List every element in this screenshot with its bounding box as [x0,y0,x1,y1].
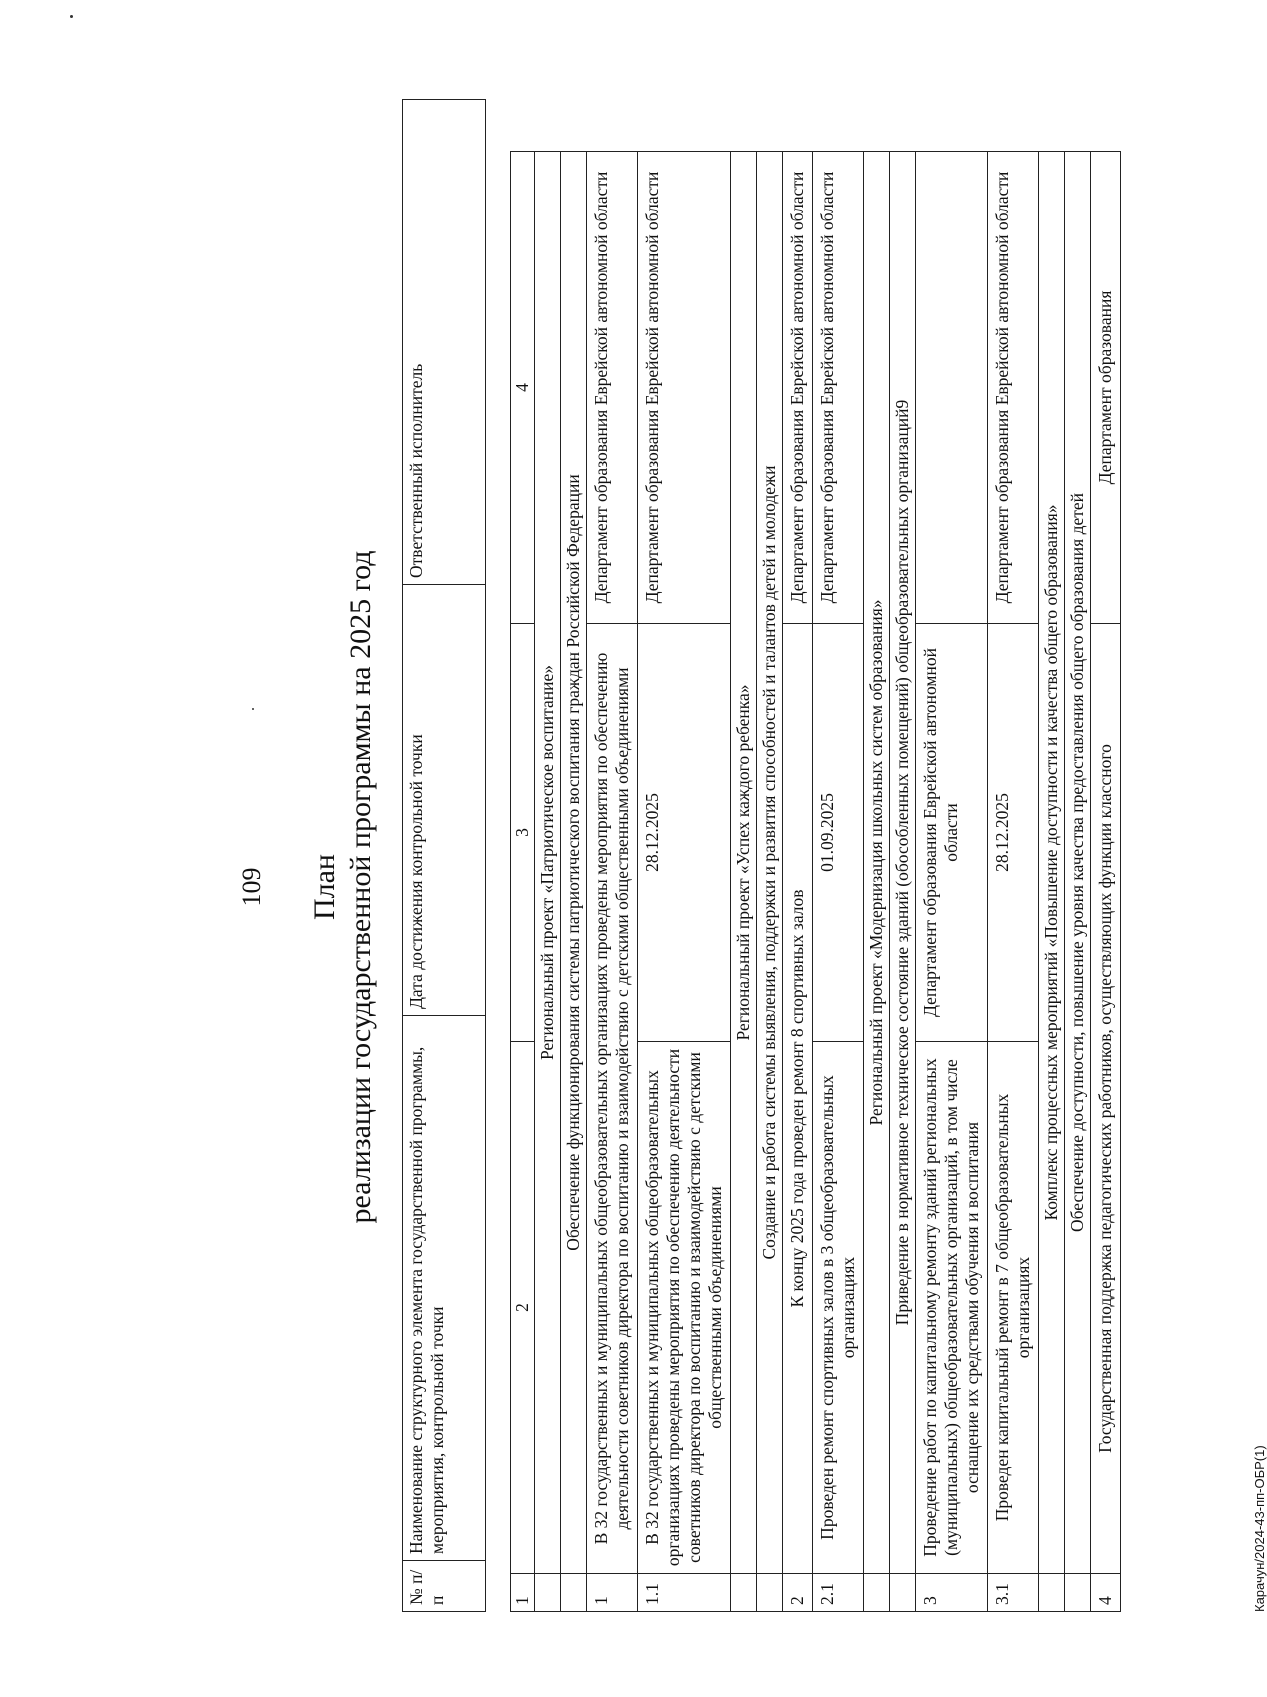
section-spacer [1065,1574,1091,1612]
row-name: В 32 государственных и муниципальных общеобразовательных организациях проведены мероприятия по обеспечению деятельности советников директора по воспитанию и взаимодействию с детскими общественными объединениями [638,1042,731,1574]
row-number: 3.1 [988,1574,1039,1612]
table-row [1091,152,1121,1612]
row-name: Проведен ремонт спортивных залов в 3 общеобразовательных организациях [813,1042,864,1574]
title-line-2: реализации государственной программы на 2025 год [344,550,377,1224]
row-executor: Департамент образования Еврейской автономной области [813,152,864,624]
section-title: Региональный проект «Успех каждого ребенка» [731,152,757,1574]
table-row [587,152,638,1612]
header-name: Наименование структурного элемента государственной программы, мероприятия, контрольной точки [403,1016,486,1561]
rotated-page [232,42,1267,1612]
section-spacer [890,1574,916,1612]
table-body [511,152,1121,1612]
section-title: Региональный проект «Патриотическое воспитание» [535,152,561,1574]
section-spacer [561,1574,587,1612]
header-num: № п/п [403,1561,486,1612]
section-spacer [1039,1574,1065,1612]
section-title: Обеспечение функционирования системы патриотического воспитания граждан Российской Федерации [561,152,587,1574]
section-row [1065,152,1091,1612]
row-number: 4 [1091,1574,1121,1612]
column-number: 1 [511,1574,535,1612]
section-title: Комплекс процессных мероприятий «Повышение доступности и качества общего образования» [1039,152,1065,1574]
row-executor: Департамент образования [1091,152,1121,624]
column-number: 3 [511,624,535,1042]
plan-table [510,151,1121,1612]
row-number: 1 [587,1574,638,1612]
row-executor: Департамент образования Еврейской автономной области [638,152,731,624]
table-row [783,152,813,1612]
row-name: К концу 2025 года проведен ремонт 8 спортивных залов [783,624,813,1574]
document-title [307,322,379,1452]
row-date: 01.09.2025 [813,624,864,1042]
section-title: Создание и работа системы выявления, поддержки и развития способностей и талантов детей и молодежи [757,152,783,1574]
row-date: 28.12.2025 [638,624,731,1042]
table-row [813,152,864,1612]
title-line-1: План [308,854,341,921]
section-row [757,152,783,1612]
row-name: Государственная поддержка педагогических работников, осуществляющих функции классного [1091,624,1121,1574]
column-number: 2 [511,1042,535,1574]
scan-speck [70,15,73,18]
section-row [731,152,757,1612]
row-number: 2 [783,1574,813,1612]
section-spacer [757,1574,783,1612]
row-name: Проведен капитальный ремонт в 7 общеобразовательных организациях [988,1042,1039,1574]
section-spacer [731,1574,757,1612]
row-name: Проведение работ по капитальному ремонту зданий региональных (муниципальных) общеобразовательных организаций, в том числе оснащение их средствами обучения и воспитания [916,1042,988,1574]
document-id: Карачун/2024-43-пп-ОБР(1) [1252,1445,1267,1612]
row-number: 3 [916,1574,988,1612]
page-number: 109 [237,867,266,907]
section-row [890,152,916,1612]
table-header [402,99,486,1612]
row-number: 2.1 [813,1574,864,1612]
row-executor: Департамент образования Еврейской автономной области [783,152,813,624]
section-row [1039,152,1065,1612]
header-executor: Ответственный исполнитель [403,100,486,585]
row-executor: Департамент образования Еврейской автономной области [587,152,638,624]
row-name: В 32 государственных и муниципальных общеобразовательных организациях проведены мероприятия по обеспечению деятельности советников директора по воспитанию и взаимодействию с детскими общественными объединениями [587,624,638,1574]
row-executor: Департамент образования Еврейской автономной области [988,152,1039,624]
section-title: Обеспечение доступности, повышение уровня качества предоставления общего образования детей [1065,152,1091,1574]
table-row [638,152,731,1612]
header-date: Дата достижения контрольной точки [403,585,486,1016]
section-row [535,152,561,1612]
row-number: 1.1 [638,1574,731,1612]
row-date: 28.12.2025 [988,624,1039,1042]
row-date: Департамент образования Еврейской автономной области [916,624,988,1042]
section-row [864,152,890,1612]
row-executor [916,152,988,624]
section-spacer [864,1574,890,1612]
table-row [988,152,1039,1612]
section-spacer [535,1574,561,1612]
column-number: 4 [511,152,535,624]
section-title: Приведение в нормативное техническое состояние зданий (обособленных помещений) общеобразовательных организаций9 [890,152,916,1574]
column-number-row [511,152,535,1612]
section-row [561,152,587,1612]
table-row [916,152,988,1612]
section-title: Региональный проект «Модернизация школьных систем образования» [864,152,890,1574]
